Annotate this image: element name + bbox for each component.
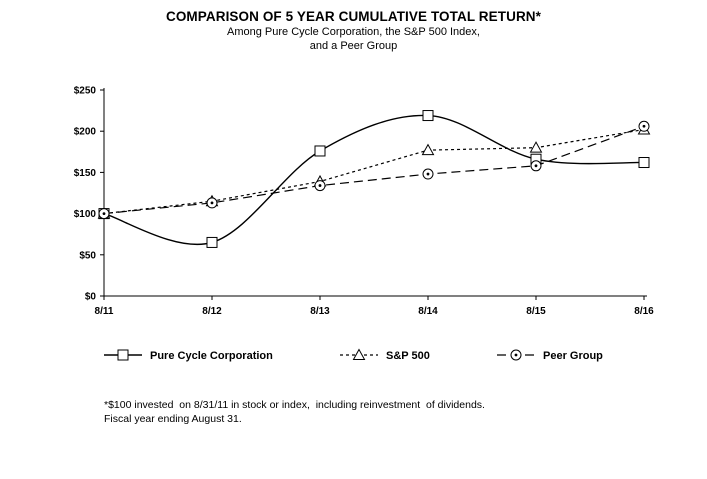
- y-axis-tick-label: $0: [84, 291, 96, 303]
- data-point-marker: [423, 145, 434, 155]
- series-3: [99, 121, 649, 218]
- footnote-line-1: *$100 invested on 8/31/11 in stock or index, including reinvestment of dividends.: [104, 399, 485, 411]
- circle-marker-dot-icon: [643, 125, 646, 128]
- chart-subtitle-line1: Among Pure Cycle Corporation, the S&P 500 Index,: [227, 26, 480, 38]
- data-point-marker: [207, 237, 217, 247]
- data-point-marker: [423, 111, 433, 121]
- square-marker-icon: [423, 111, 433, 121]
- x-axis-tick-label: 8/11: [94, 306, 114, 317]
- square-marker-icon: [315, 146, 325, 156]
- legend-label: S&P 500: [386, 350, 430, 362]
- triangle-marker-icon: [531, 142, 542, 152]
- page-title: COMPARISON OF 5 YEAR CUMULATIVE TOTAL RETURN*: [165, 9, 542, 24]
- series-1: [99, 111, 649, 248]
- series-line: [104, 126, 644, 213]
- triangle-marker-icon: [354, 350, 365, 360]
- circle-marker-dot-icon: [319, 184, 322, 187]
- chart-footnote: [104, 398, 485, 426]
- x-axis-tick-label: 8/16: [634, 306, 654, 317]
- data-point-marker: [639, 158, 649, 168]
- legend-item-2: [340, 350, 430, 363]
- series-line: [104, 130, 644, 214]
- series-2: [99, 124, 650, 218]
- x-axis-tick-label: 8/14: [418, 306, 438, 317]
- circle-marker-dot-icon: [211, 201, 214, 204]
- legend-item-3: [497, 350, 603, 362]
- circle-marker-dot-icon: [427, 173, 430, 176]
- square-marker-icon: [639, 158, 649, 168]
- data-point-marker: [315, 146, 325, 156]
- data-point-marker: [315, 181, 325, 191]
- y-axis-tick-label: $200: [73, 126, 96, 138]
- circle-marker-dot-icon: [515, 354, 518, 357]
- square-marker-icon: [207, 237, 217, 247]
- data-point-marker: [511, 350, 521, 360]
- data-point-marker: [639, 121, 649, 131]
- y-axis-tick-label: $50: [79, 250, 96, 262]
- circle-marker-dot-icon: [103, 212, 106, 215]
- footnote-line-2: Fiscal year ending August 31.: [104, 413, 242, 425]
- y-axis-tick-label: $150: [73, 167, 96, 179]
- data-point-marker: [118, 350, 128, 360]
- chart-subtitle-line2: and a Peer Group: [309, 40, 398, 52]
- square-marker-icon: [118, 350, 128, 360]
- data-point-marker: [207, 198, 217, 208]
- data-point-marker: [423, 169, 433, 179]
- x-axis-tick-label: 8/12: [202, 306, 222, 317]
- y-axis-tick-label: $250: [73, 85, 96, 97]
- triangle-marker-icon: [423, 145, 434, 155]
- data-point-marker: [354, 350, 365, 360]
- data-point-marker: [99, 209, 109, 219]
- legend-label: Pure Cycle Corporation: [150, 350, 273, 362]
- x-axis-tick-label: 8/13: [310, 306, 330, 317]
- legend-item-1: [104, 350, 273, 362]
- legend-label: Peer Group: [543, 350, 603, 362]
- circle-marker-dot-icon: [535, 164, 538, 167]
- data-point-marker: [531, 142, 542, 152]
- x-axis-tick-label: 8/15: [526, 306, 546, 317]
- data-point-marker: [531, 161, 541, 171]
- y-axis-tick-label: $100: [73, 209, 96, 221]
